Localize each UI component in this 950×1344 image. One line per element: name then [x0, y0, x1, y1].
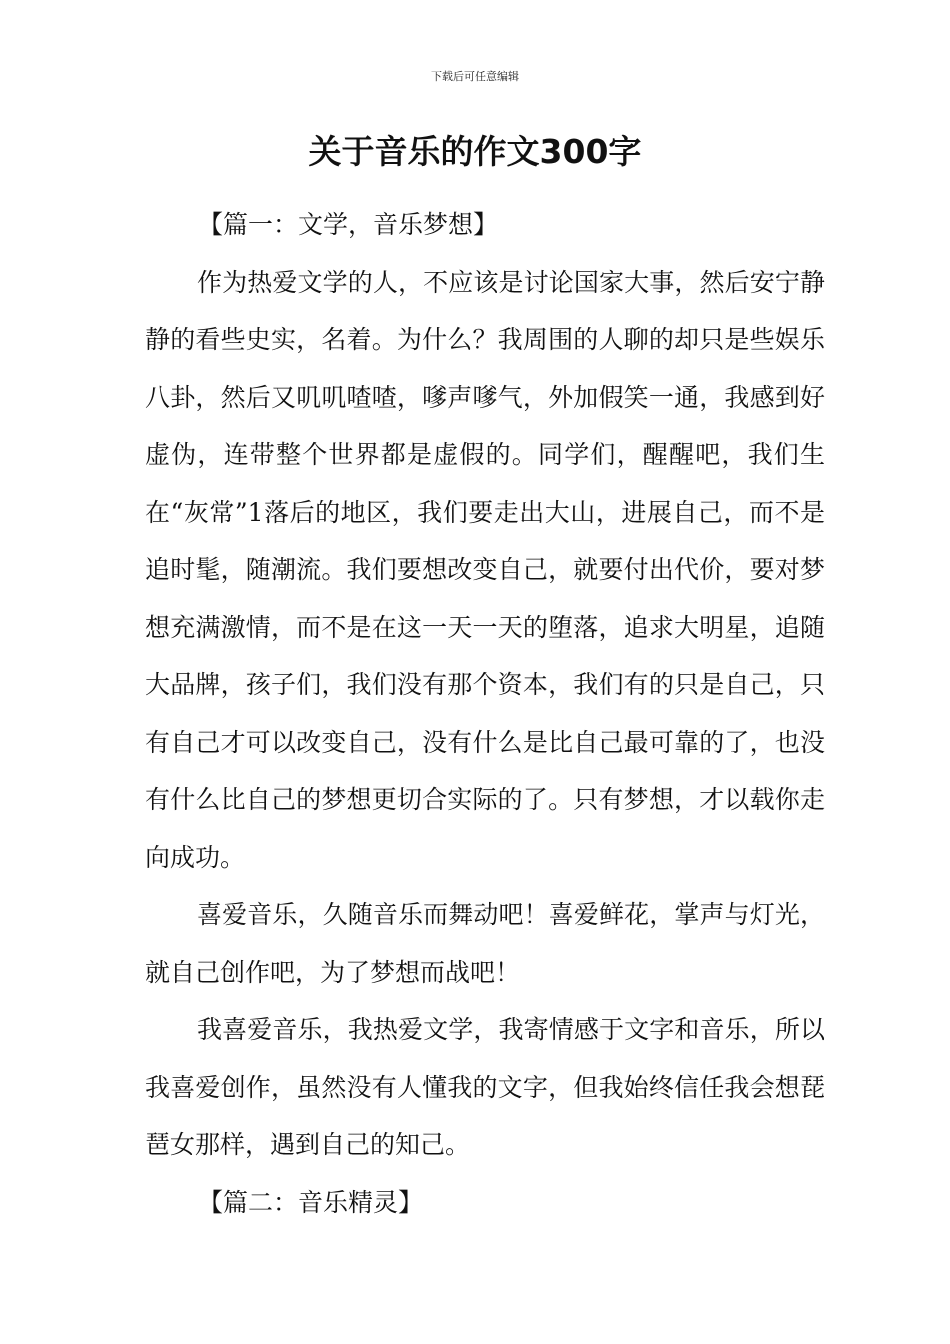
- document-title: 关于音乐的作文300字: [308, 132, 642, 171]
- section-heading-2: 【篇二：音乐精灵】: [198, 1187, 424, 1217]
- document-body: [145, 196, 825, 1231]
- paragraph-3: 我喜爱音乐，我热爱文学，我寄情感于文字和音乐，所以我喜爱创作，虽然没有人懂我的文字，但我始终信任我会想琵琶女那样，遇到自己的知己。: [145, 1015, 825, 1159]
- paragraph-1: 作为热爱文学的人，不应该是讨论国家大事，然后安宁静静的看些史实，名着。为什么？我周围的人聊的却只是些娱乐八卦，然后又叽叽喳喳，嗲声嗲气，外加假笑一通，我感到好虚伪，连带整个世界都是虚假的。同学们，醒醒吧，我们生在“灰常”1落后的地区，我们要走出大山，进展自己，而不是追时髦，随潮流。我们要想改变自己，就要付出代价，要对梦想充满激情，而不是在这一天一天的堕落，追求大明星，追随大品牌，孩子们，我们没有那个资本，我们有的只是自己，只有自己才可以改变自己，没有什么是比自己最可靠的了，也没有什么比自己的梦想更切合实际的了。只有梦想，才以载你走向成功。: [145, 267, 825, 872]
- section-heading-1: 【篇一：文学，音乐梦想】: [198, 210, 499, 239]
- paragraph-2: 喜爱音乐，久随音乐而舞动吧！喜爱鲜花，掌声与灯光，就自己创作吧，为了梦想而战吧！: [145, 900, 825, 987]
- header-note: 下载后可任意编辑: [431, 70, 519, 83]
